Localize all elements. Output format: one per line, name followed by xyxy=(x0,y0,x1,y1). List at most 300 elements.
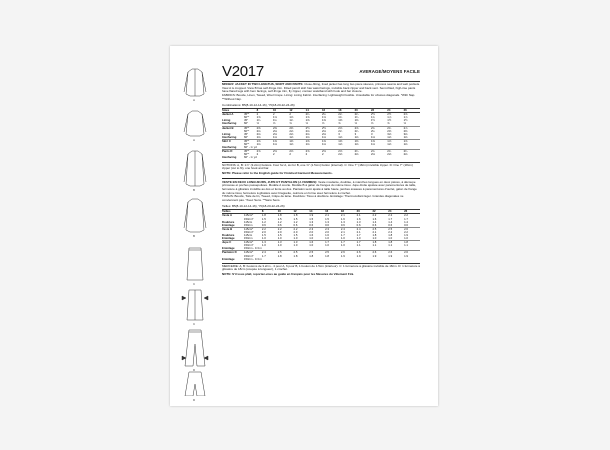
yardage-cell: 1.1 xyxy=(404,243,408,248)
yardage-cell: 2¾ xyxy=(404,150,420,154)
yardage-cell: 1.0 xyxy=(325,236,329,241)
yardage-cell: ⅝ xyxy=(403,121,406,126)
yardage-cell xyxy=(388,258,404,261)
yardage-cell: 1.8 xyxy=(388,232,393,237)
row-group-label: Interfacing xyxy=(222,134,237,139)
yardage-cell: 1.3 xyxy=(293,241,309,245)
yardage-cell: 2⅛ xyxy=(289,131,294,136)
size-header-cell: 24 xyxy=(388,210,404,214)
fabric-width: 60"* xyxy=(244,142,250,147)
english-fabrics: FABRICS: Boucle, Linen, Tweed, Wool Crepe. Lining: Lining Fabric. Interfacing: Lightweight Fusible. Unsuitable for obvious diagonals. *With Nap. **Without Nap. xyxy=(222,93,416,101)
yardage-cell: 1⅝ xyxy=(404,139,420,143)
yardage-cell: 2⅝ xyxy=(289,150,305,154)
yardage-cell: 1.0 xyxy=(293,243,298,248)
size-header-label: Sizes xyxy=(222,109,244,113)
yardage-cell: 1.0 xyxy=(325,243,329,248)
english-note: NOTE: Please refer to the English guide for Finished Garment Measurements. xyxy=(222,170,333,175)
yardage-cell: 2.3 xyxy=(309,227,325,231)
yardage-cell: 2.0 xyxy=(293,229,298,234)
yardage-cell: 1⅛ xyxy=(272,142,277,147)
yardage-cell: 1⅜ xyxy=(338,118,343,123)
yardage-cell: 2⅜ xyxy=(257,126,273,130)
sketch-jacket-b-front xyxy=(184,151,206,186)
yardage-cell: 1⅜ xyxy=(354,118,359,123)
line-drawings xyxy=(178,66,212,396)
yardage-cell: 0.6 xyxy=(309,222,314,227)
yardage-cell xyxy=(278,258,294,261)
yardage-cell: 1⅝ xyxy=(272,115,277,120)
yardage-cell: 2¼ xyxy=(338,112,343,117)
yardage-cell: 1.8 xyxy=(309,253,314,258)
yardage-cell: 2¼ xyxy=(321,112,326,117)
yardage-cell: 1⅜ xyxy=(338,139,354,143)
size-header-cell: 26 xyxy=(404,210,420,214)
yardage-cell: 2⅝ xyxy=(338,150,354,154)
fabric-width: 150cm - 0.3 m xyxy=(244,246,262,251)
yardage-cell: ⅝ xyxy=(338,121,341,126)
yardage-cell: 2⅜ xyxy=(403,128,408,133)
fabric-width: 150cm* xyxy=(244,216,254,221)
size-header-cell: 8 xyxy=(262,210,278,214)
yardage-cell: 1.8 xyxy=(277,253,282,258)
row-group-label: Doublure xyxy=(222,219,235,224)
yardage-cell: 3⅛ xyxy=(387,131,392,136)
yardage-row xyxy=(222,258,420,261)
yardage-cell: 1.3 xyxy=(309,219,314,224)
yardage-cell: 2.1 xyxy=(340,229,345,234)
yardage-cell: 1.8 xyxy=(293,253,298,258)
yardage-cell: 2.2 xyxy=(372,213,377,218)
yardage-cell: 1.1 xyxy=(388,243,393,248)
english-description-title: MISSES' JACKET IN TWO LENGTHS, SKIRT AND PANTS: xyxy=(222,82,304,86)
sketch-pants-d-front xyxy=(185,330,205,366)
size-header-cell: 24 xyxy=(387,109,403,113)
yardage-cell xyxy=(404,258,420,261)
fabric-width: 150cm* xyxy=(244,253,254,258)
yardage-cell: 1.4 xyxy=(388,219,393,224)
yardage-cell: 1¼ xyxy=(256,118,261,123)
yardage-cell: 2⅝ xyxy=(403,112,408,117)
fabric-width: 60"* xyxy=(244,152,250,157)
yardage-cell: 1.5 xyxy=(293,216,298,221)
yardage-cell: 2⅜ xyxy=(289,126,305,130)
fabric-width: 150cm - 0.3 m xyxy=(244,256,262,261)
yardage-cell: 1⅜ xyxy=(273,139,289,143)
yardage-cell xyxy=(325,258,341,261)
yardage-cell: 1⅜ xyxy=(306,139,322,143)
sketch-letter: C xyxy=(193,282,196,286)
yardage-cell xyxy=(341,258,357,261)
yardage-cell: 1⅛ xyxy=(289,134,294,139)
yardage-cell: 0.6 xyxy=(277,222,282,227)
yardage-cell: 2⅛ xyxy=(256,128,261,133)
yardage-cell: 2.5 xyxy=(388,227,404,231)
fabric-width: 150cm xyxy=(244,236,253,241)
yardage-cell: 1.1 xyxy=(356,243,361,248)
yardage-cell: 1⅛ xyxy=(403,142,408,147)
yardage-cell: 0.6 xyxy=(372,222,377,227)
yardage-cell: 2⅛ xyxy=(305,128,310,133)
yardage-cell: 1.6 xyxy=(309,232,314,237)
yardage-cell: 2.6 xyxy=(404,251,420,255)
yardage-cell: 2¼ xyxy=(370,128,375,133)
yardage-cell: 1.2 xyxy=(277,219,282,224)
yardage-cell: 2⅝ xyxy=(322,150,338,154)
yardage-cell: 2⅛ xyxy=(403,152,408,157)
yardage-cell: 0.6 xyxy=(261,222,266,227)
language-divider xyxy=(222,178,420,179)
yardage-cell: 1.9 xyxy=(356,253,361,258)
yardage-cell xyxy=(289,156,305,159)
row-group-label: Entoilage xyxy=(222,236,235,241)
yardage-cell: 0.6 xyxy=(388,222,393,227)
yardage-cell: 1⅛ xyxy=(305,142,310,147)
yardage-cell: 1.7 xyxy=(388,216,393,221)
row-group-label: Pants D xyxy=(222,150,244,154)
row-group-label: Veste A xyxy=(222,213,233,218)
yardage-cell xyxy=(309,258,325,261)
yardage-cell: 1.7 xyxy=(325,241,341,245)
yardage-cell: 1½ xyxy=(403,118,408,123)
size-header-cell: 12 xyxy=(289,109,305,113)
yardage-cell: 2.1 xyxy=(325,213,329,218)
yardage-cell: 2.0 xyxy=(277,229,282,234)
yardage-cell: 1.1 xyxy=(372,243,377,248)
yardage-cell: 1.6 xyxy=(372,216,377,221)
yardage-cell: 2¾ xyxy=(355,150,371,154)
yardage-cell: 2 xyxy=(305,152,308,157)
fabric-width: 45"* xyxy=(244,150,257,154)
yardage-cell: 1⅜ xyxy=(257,139,273,143)
yardage-cell: 1.2 xyxy=(261,219,266,224)
yardage-cell xyxy=(371,156,387,159)
yardage-cell: 1.7 xyxy=(340,232,345,237)
row-group-label: Interfacing xyxy=(222,155,237,160)
sketch-letter: A xyxy=(193,138,196,142)
fabric-width: 115cm* xyxy=(244,251,262,255)
yardage-cell: 1¾ xyxy=(370,115,375,120)
yardage-cell: 2¾ xyxy=(387,126,403,130)
size-header-cell: 16 xyxy=(322,109,338,113)
size-header-cell: 10 xyxy=(273,109,289,113)
yardage-cell: 2.5 xyxy=(325,251,341,255)
size-header-cell: 12 xyxy=(293,210,309,214)
english-yardage-table xyxy=(222,108,420,159)
yardage-cell: 1.3 xyxy=(325,219,329,224)
yardage-cell: 2⅛ xyxy=(321,128,326,133)
yardage-cell: 1.0 xyxy=(340,236,345,241)
yardage-cell: 2¾ xyxy=(387,150,403,154)
sketch-jacket-b-back xyxy=(184,199,206,232)
size-header-cell: 14 xyxy=(309,210,325,214)
row-group-label: Entoilage xyxy=(222,222,235,227)
yardage-cell: 2.5 xyxy=(372,227,388,231)
yardage-cell: 1.4 xyxy=(404,219,408,224)
french-notions: MERCERIE: A, B: boutons de 3.2cm - 4 pour A, 6 pour B, 1 bouton de 1.5cm (intérieur). C: 1 fermeture à glissière invisible de 18cm. D: 1 fermeture à glissière de 18cm (coupée à longueur), 1 crochet. xyxy=(222,263,420,272)
yardage-cell: 1⅛ xyxy=(289,142,294,147)
yardage-cell: 0.6 xyxy=(340,222,345,227)
yardage-cell: 2⅜ xyxy=(273,126,289,130)
yardage-cell: 2.4 xyxy=(341,227,357,231)
pattern-number: V2017 xyxy=(222,63,264,80)
yardage-cell: 2⅛ xyxy=(305,131,310,136)
size-header-cell: 20 xyxy=(355,109,371,113)
sketch-skirt-c-front xyxy=(187,248,203,280)
yardage-cell: 1.8 xyxy=(372,241,388,245)
yardage-cell: 1¾ xyxy=(338,115,343,120)
yardage-cell: 2¼ xyxy=(354,128,359,133)
yardage-cell: 1⅝ xyxy=(321,115,326,120)
row-group-label: Entoilage xyxy=(222,256,235,261)
yardage-cell: 2½ xyxy=(322,126,338,130)
sketch-letter: A xyxy=(193,98,196,102)
yardage-cell: 1.4 xyxy=(372,219,377,224)
yardage-cell: 1.3 xyxy=(340,219,345,224)
yardage-cell: 2 xyxy=(256,112,259,117)
yardage-cell: 2⅝ xyxy=(273,150,289,154)
yardage-cell: 1.8 xyxy=(277,213,282,218)
yardage-cell: 1⅛ xyxy=(256,134,261,139)
yardage-cell: 1.6 xyxy=(309,241,325,245)
yardage-cell: 3 xyxy=(370,131,373,136)
yardage-cell: ⅝ xyxy=(370,121,374,126)
row-group-label: Interfacing xyxy=(222,145,237,150)
yardage-cell: 1.3 xyxy=(278,241,294,245)
yardage-cell: 2 xyxy=(289,152,291,157)
yardage-cell: 1.2 xyxy=(293,219,298,224)
yardage-cell: 2⅛ xyxy=(289,128,294,133)
size-header-cell: 8 xyxy=(257,109,273,113)
yardage-cell xyxy=(257,156,273,159)
fabric-width: 150cm* xyxy=(244,229,254,234)
english-combinations: Combinations: B5(8-10-12-14-16), Y5(18-20-22-24-26) xyxy=(222,102,295,107)
french-description xyxy=(222,181,420,196)
size-header-cell: 22 xyxy=(371,109,387,113)
yardage-cell: 1⅛ xyxy=(354,134,359,139)
yardage-cell: 1⅛ xyxy=(370,134,375,139)
yardage-cell: 1⅞ xyxy=(403,115,408,120)
yardage-cell: 1⅝ xyxy=(305,115,310,120)
yardage-cell: 1⅛ xyxy=(338,134,343,139)
yardage-cell: 2 xyxy=(256,152,259,157)
yardage-cell: 0.6 xyxy=(325,222,329,227)
yardage-row xyxy=(222,156,420,159)
yardage-cell: 1⅛ xyxy=(321,134,326,139)
yardage-cell: 1.7 xyxy=(357,241,373,245)
yardage-cell: 2⅞ xyxy=(404,126,420,130)
yardage-cell: 1.8 xyxy=(372,232,377,237)
yardage-cell: 0.6 xyxy=(404,222,408,227)
yardage-cell xyxy=(404,156,420,159)
yardage-cell: ⅝ xyxy=(387,121,390,126)
yardage-cell: 1.9 xyxy=(309,213,314,218)
yardage-cell: 2.1 xyxy=(372,229,377,234)
yardage-cell: 1⅛ xyxy=(305,134,310,139)
sketch-jacket-a-front xyxy=(184,69,206,96)
yardage-cell: 2.6 xyxy=(388,251,404,255)
yardage-cell xyxy=(357,258,373,261)
size-header-cell: 14 xyxy=(306,109,322,113)
fabric-width: 60" xyxy=(244,121,249,126)
fabric-width: 115cm* xyxy=(244,241,262,245)
yardage-cell: 1.5 xyxy=(261,216,266,221)
yardage-cell: 1.9 xyxy=(340,253,345,258)
yardage-cell xyxy=(387,156,403,159)
yardage-cell: 2.1 xyxy=(356,213,361,218)
yardage-cell: 2½ xyxy=(370,112,375,117)
yardage-cell: 1.0 xyxy=(309,236,314,241)
sketch-pants-d-back xyxy=(185,372,205,396)
yardage-cell: 2 xyxy=(272,112,275,117)
row-group-label: Entoilage xyxy=(222,246,235,251)
sketch-letter: B xyxy=(193,188,196,192)
row-group-label: Jupe C xyxy=(222,241,244,245)
french-description-body: Veste moulante, doublée, à manches longues en deux pièces, à découpe princesse et poches passepoilées. Modèle A courte. Modèle B à galon de franges du même tissu. Jupe droite ajustée avec parementures de taille, fermeture à glissière invisible au dos et fente au dos. Pantalon semi ajusté à taille haute, jambes évasées à parementures d'ourlet, galon de frange du même tissu, fermeture à glissière avec braguette, ceinture en forme avec fermeture à crochet. xyxy=(222,179,417,195)
fabric-width: 150cm xyxy=(244,222,253,227)
fabric-width: 45" xyxy=(244,118,249,123)
yardage-cell: 2.1 xyxy=(356,229,361,234)
yardage-cell: 1.8 xyxy=(261,213,266,218)
yardage-cell: 1.0 xyxy=(372,236,377,241)
fabric-width: 115cm* xyxy=(244,227,262,231)
yardage-cell: 2.0 xyxy=(325,229,329,234)
yardage-cell: 1¾ xyxy=(354,115,359,120)
yardage-cell: 1⅝ xyxy=(289,115,294,120)
fabric-width: 60" xyxy=(244,134,249,139)
fabric-width: 60" - ¼ yd xyxy=(244,155,257,160)
yardage-cell: 2⅝ xyxy=(257,150,273,154)
yardage-cell: 1⅜ xyxy=(321,118,326,123)
difficulty-level: AVERAGE/MOYENS FACILE xyxy=(359,69,420,74)
yardage-cell: 2.2 xyxy=(404,229,408,234)
yardage-cell: 1⅝ xyxy=(387,139,403,143)
fabric-width: 115cm xyxy=(244,232,253,237)
size-header-cell: 18 xyxy=(341,210,357,214)
yardage-cell: 1⅜ xyxy=(305,118,310,123)
yardage-cell xyxy=(322,156,338,159)
yardage-cell: 1⅝ xyxy=(256,115,261,120)
yardage-cell: 3 xyxy=(354,131,357,136)
yardage-cell: 1.9 xyxy=(404,253,408,258)
fabric-width: 45"* xyxy=(244,112,250,117)
yardage-cell: 1.0 xyxy=(293,236,298,241)
yardage-cell xyxy=(306,156,322,159)
yardage-cell: 2⅛ xyxy=(387,152,392,157)
sketch-skirt-c-back xyxy=(187,290,203,320)
yardage-cell: 1¼ xyxy=(272,118,277,123)
yardage-cell: 2.2 xyxy=(404,213,408,218)
yardage-cell: 2.6 xyxy=(404,227,420,231)
yardage-cell: 1.5 xyxy=(309,216,314,221)
yardage-cell: 1.5 xyxy=(261,232,266,237)
yardage-cell: 2⅛ xyxy=(354,152,359,157)
yardage-cell: 2⅛ xyxy=(370,152,375,157)
pattern-details xyxy=(222,79,420,278)
yardage-cell: 1.9 xyxy=(388,253,393,258)
yardage-cell: 2¼ xyxy=(338,128,343,133)
yardage-cell: 1½ xyxy=(370,118,375,123)
sketch-letter: B xyxy=(193,234,196,238)
yardage-cell: 2⅛ xyxy=(321,131,326,136)
yardage-cell: 1¼ xyxy=(289,118,294,123)
yardage-cell: 1.9 xyxy=(404,232,408,237)
sketch-letter: C xyxy=(193,322,196,326)
yardage-cell: 1.8 xyxy=(293,213,298,218)
yardage-cell: 2 xyxy=(272,152,275,157)
yardage-cell: 2.3 xyxy=(325,227,341,231)
yardage-cell xyxy=(355,156,371,159)
yardage-cell: 1.0 xyxy=(309,243,314,248)
sketch-letter: D xyxy=(193,368,196,372)
yardage-cell: 1.0 xyxy=(388,236,393,241)
yardage-cell: 2⅛ xyxy=(338,152,343,157)
row-group-label: Skirt C xyxy=(222,139,244,143)
yardage-cell: 1.0 xyxy=(356,236,361,241)
yardage-cell xyxy=(338,156,354,159)
row-group-label: Interfacing xyxy=(222,121,237,126)
yardage-cell: 1.8 xyxy=(388,241,404,245)
yardage-cell: ⅝ xyxy=(272,121,276,126)
yardage-cell: 2¼ xyxy=(305,112,310,117)
yardage-cell: ⅝ xyxy=(354,121,357,126)
french-fabrics: TISSUS: Bouclé, Toile de lin, Tweed, Crêpe de laine. Doublure: Tissu à doublure. Entoilage: Thermocollant léger. Grandes diagonales ne conviennent pas. *Avec Sens. **Sans Sens. xyxy=(222,194,404,203)
row-group-label: Jacket B xyxy=(222,126,244,130)
size-header-label: Tailles xyxy=(222,210,244,214)
yardage-cell: 2⅝ xyxy=(306,150,322,154)
yardage-cell: 1.5 xyxy=(293,232,298,237)
yardage-cell: ⅝ xyxy=(256,121,259,126)
yardage-cell: 2.4 xyxy=(262,251,278,255)
yardage-cell: 1.7 xyxy=(404,216,408,221)
sketch-jacket-a-back xyxy=(184,111,206,136)
english-description-body: Close-fitting, lined jacket has long two piece sleeves, princess seams and welt pockets. View A is cropped. View B has self-fringe trim. Fitted pencil skirt has waist facings, invisible back zipper and back vent. Semi-fitted, high-rise pants have flared legs with hem facings, self-fringe trim, fly zipper, contour waistband with hook and bar closure. xyxy=(222,82,420,94)
yardage-cell xyxy=(262,258,278,261)
yardage-cell: 2.2 xyxy=(278,227,294,231)
yardage-cell: 1⅜ xyxy=(289,139,305,143)
garment-sketches xyxy=(178,66,212,402)
yardage-cell: 2 xyxy=(289,112,291,117)
fabric-width: 60"* xyxy=(244,128,250,133)
yardage-cell: 1.0 xyxy=(261,236,266,241)
yardage-cell: 1.7 xyxy=(261,253,266,258)
french-description-title: VESTE EN DEUX LONGUEURS, JUPE ET PANTALON (J. FEMMES): xyxy=(222,179,318,184)
yardage-cell: 2⅛ xyxy=(256,131,261,136)
yardage-cell: 2⅝ xyxy=(355,126,371,130)
row-group-label: Jacket A xyxy=(222,112,234,117)
size-header-cell: 16 xyxy=(325,210,341,214)
french-yardage-table xyxy=(222,209,420,260)
fabric-width: 45"* xyxy=(244,126,257,130)
size-header-cell: 20 xyxy=(357,210,373,214)
fabric-width: 60" - ¼ yd xyxy=(244,145,257,150)
yardage-cell xyxy=(273,156,289,159)
yardage-cell: ⅝ xyxy=(305,121,308,126)
row-group-label: Pantalon D xyxy=(222,251,244,255)
yardage-cell: 3 xyxy=(338,131,340,136)
row-group-label: Lining xyxy=(222,131,231,136)
yardage-cell: 1⅞ xyxy=(387,115,392,120)
fabric-width: 115cm xyxy=(244,219,253,224)
size-header-cell: 22 xyxy=(372,210,388,214)
yardage-cell: 1.7 xyxy=(341,241,357,245)
yardage-cell: 1.3 xyxy=(262,241,278,245)
yardage-cell: 2⅛ xyxy=(272,128,277,133)
yardage-cell: 2.6 xyxy=(357,251,373,255)
yardage-cell xyxy=(372,258,388,261)
yardage-cell: 1⅛ xyxy=(354,142,359,147)
yardage-cell: 2.5 xyxy=(278,251,294,255)
yardage-cell: 1⅛ xyxy=(387,134,392,139)
